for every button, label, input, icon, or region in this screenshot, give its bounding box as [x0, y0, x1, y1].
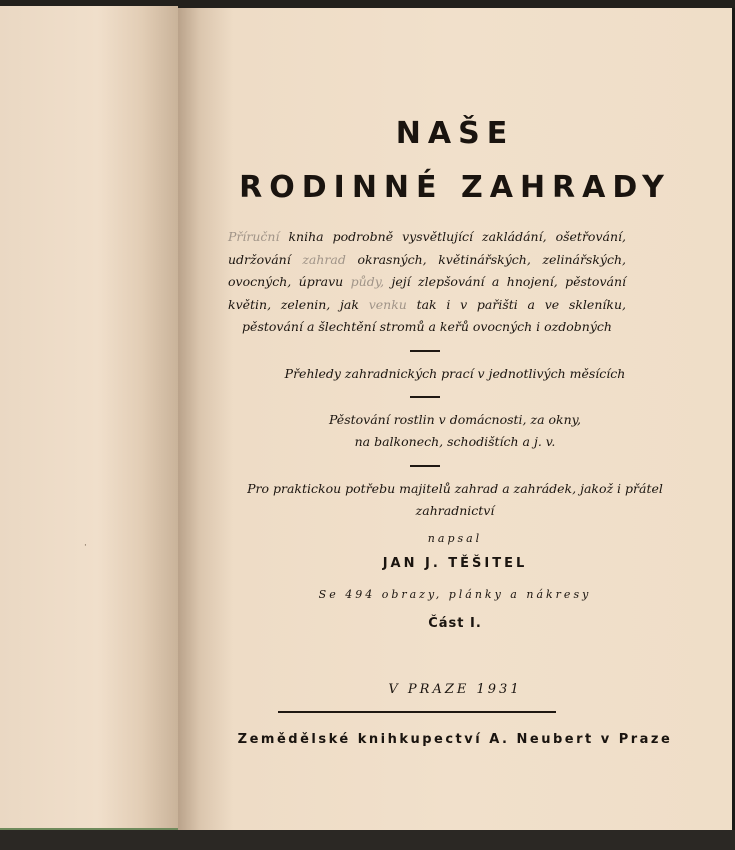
book-description [228, 226, 626, 339]
book-edge-bottom [0, 830, 735, 850]
divider-rule [410, 465, 440, 467]
indoor-growing-line-2: na balkonech, schodištích a j. v. [354, 434, 556, 449]
description-line: tak i v pařišti a ve skleníku, pěstování a šlechtění stromů a keřů [242, 296, 626, 334]
book-title-line-1: NAŠE [395, 116, 515, 151]
purpose-line-2: zahradnictví [415, 503, 495, 518]
publisher-name: Zemědělské knihkupectví A. Neubert v Praze [237, 732, 673, 747]
title-page [178, 8, 732, 830]
divider-rule [410, 350, 440, 352]
indoor-growing-line-1: Pěstování rostlin v domácnosti, za okny, [328, 412, 582, 427]
illustrations-note: Se 494 obrazy, plánky a nákresy [318, 588, 592, 601]
left-page [0, 6, 178, 834]
author-name: JAN J. TĚŠITEL [382, 556, 528, 571]
description-line: ovocných i ozdobných [472, 319, 612, 334]
book-title-line-2: RODINNÉ ZAHRADY [239, 170, 671, 205]
description-line: okrasných, květinářských, zelinářských, ovocných, úpravu [228, 251, 626, 289]
description-lead-word: půdy, [350, 274, 385, 289]
description-line: kniha podrobně vysvětlující zakládání, ošetřování, udržování [228, 229, 626, 267]
imprint-rule [278, 711, 556, 713]
ink-speck: · [84, 541, 87, 551]
description-lead-word: zahrad [302, 251, 346, 267]
description-lead-word: venku [368, 296, 407, 312]
description-lead-word: Příruční [228, 229, 280, 244]
purpose-line-1: Pro praktickou potřebu majitelů zahrad a zahrádek, jakož i přátel [247, 481, 663, 496]
volume-part: Část I. [428, 616, 482, 631]
monthly-overview-line: Přehledy zahradnických prací v jednotlivých měsících [284, 366, 626, 381]
description-line: její zlepšování a hnojení, pěstování květin, zelenin, jak [228, 274, 627, 312]
wrote-label: napsal [427, 532, 483, 545]
place-and-year: V PRAZE 1931 [388, 682, 522, 697]
divider-rule [410, 396, 440, 398]
